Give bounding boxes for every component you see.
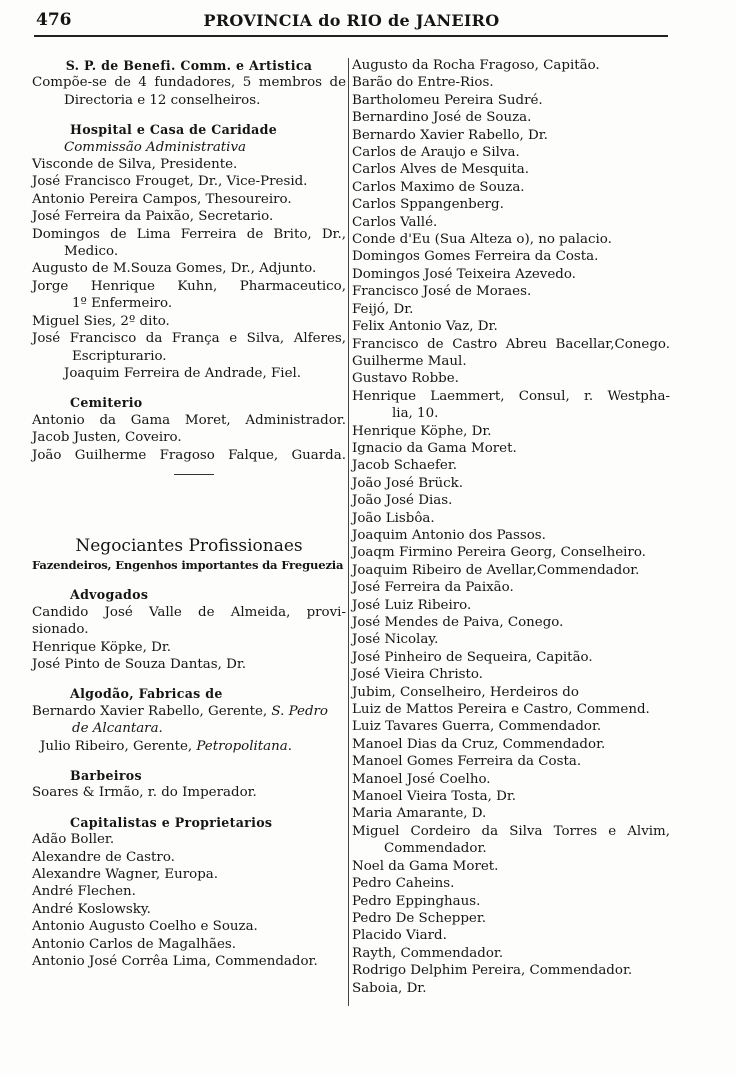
list-item: Luiz de Mattos Pereira e Castro, Commend.	[352, 702, 650, 718]
text-line: Commendador.	[384, 841, 487, 857]
right-entries	[352, 858, 670, 997]
text-line: Bernardo Xavier Rabello, Gerente, S. Pedro	[32, 703, 328, 719]
list-item: Pedro Caheins.	[352, 876, 455, 892]
section-heading-algodao: Algodão, Fabricas de	[70, 686, 223, 702]
list-item: Domingos José Teixeira Azevedo.	[352, 266, 576, 282]
column-divider	[348, 58, 349, 1006]
section-heading-capitalistas: Capitalistas e Proprietarios	[70, 814, 273, 830]
advogados-entries	[32, 604, 346, 674]
list-item: Bernardo Xavier Rabello, Dr.	[352, 127, 548, 143]
list-item: Placido Viard.	[352, 928, 447, 944]
negociantes-subtitle: Fazendeiros, Engenhos importantes da Freguezia	[32, 557, 344, 572]
hospital-entries	[32, 156, 346, 382]
list-item: Guilherme Maul.	[352, 353, 467, 369]
list-item: Alexandre de Castro.	[32, 849, 175, 865]
text-line: Directoria e 12 conselheiros.	[64, 92, 261, 108]
list-item: Joaqm Firmino Pereira Georg, Conselheiro.	[352, 545, 646, 561]
section-heading-advogados: Advogados	[70, 587, 149, 603]
right-entries	[352, 423, 670, 823]
list-item: Carlos Maximo de Souza.	[352, 179, 525, 195]
list-item: Carlos Sppangenberg.	[352, 197, 504, 213]
list-item: Joaquim Antonio dos Passos.	[352, 527, 546, 543]
text-line: Miguel Cordeiro da Silva Torres e Alvim,	[352, 823, 670, 839]
list-item: Manoel Vieira Tosta, Dr.	[352, 789, 517, 805]
list-item: Felix Antonio Vaz, Dr.	[352, 319, 498, 335]
list-item: Domingos de Lima Ferreira de Brito, Dr.,	[32, 226, 346, 242]
list-item: Antonio Carlos de Magalhães.	[32, 936, 237, 952]
page-number: 476	[36, 10, 72, 30]
section-subheading: Commissão Administrativa	[64, 139, 247, 155]
list-item: Soares & Irmão, r. do Imperador.	[32, 785, 257, 801]
list-item: Rodrigo Delphim Pereira, Commendador.	[352, 963, 633, 979]
text-line: lia, 10.	[392, 406, 439, 422]
list-item: Carlos Alves de Mesquita.	[352, 162, 530, 178]
left-column	[32, 57, 346, 970]
header-rule	[34, 35, 668, 37]
list-item: Jacob Schaefer.	[352, 458, 458, 474]
list-item: José Pinheiro de Sequeira, Capitão.	[352, 649, 593, 665]
negociantes-title: Negociantes Profissionaes	[75, 535, 303, 556]
list-item: Antonio José Corrêa Lima, Commendador.	[32, 954, 318, 970]
list-item: Pedro Eppinghaus.	[352, 893, 481, 909]
text-line: Julio Ribeiro, Gerente, Petropolitana.	[40, 738, 292, 754]
list-item: André Koslowsky.	[32, 901, 151, 917]
list-item: Carlos Vallé.	[352, 214, 438, 230]
list-item: José Ferreira da Paixão, Secretario.	[32, 209, 274, 225]
list-item: José Francisco da França e Silva, Alferes,	[32, 331, 346, 347]
list-item: Alexandre Wagner, Europa.	[32, 867, 219, 883]
list-item: Medico.	[64, 244, 119, 260]
list-item: Rayth, Commendador.	[352, 945, 504, 961]
cemiterio-entries	[32, 412, 346, 464]
list-item: Visconde de Silva, Presidente.	[32, 157, 238, 173]
list-item: Bernardino José de Souza.	[352, 110, 532, 126]
list-item: João José Brück.	[352, 475, 463, 491]
barbeiros-entries	[32, 784, 346, 801]
text-line: Henrique Laemmert, Consul, r. Westpha-	[352, 388, 670, 404]
right-column	[352, 57, 670, 997]
list-item: Manoel Gomes Ferreira da Costa.	[352, 754, 582, 770]
list-item: Noel da Gama Moret.	[352, 858, 499, 874]
list-item: Saboia, Dr.	[352, 980, 427, 996]
list-item: Manoel José Coelho.	[352, 771, 491, 787]
list-item: Antonio da Gama Moret, Administrador.	[32, 412, 346, 428]
section-heading-hospital: Hospital e Casa de Caridade	[70, 122, 278, 138]
capitalistas-entries	[32, 831, 346, 970]
list-item: José Vieira Christo.	[352, 667, 483, 683]
list-item: Maria Amarante, D.	[352, 806, 487, 822]
section-heading-beneficencia: S. P. de Benefi. Comm. e Artistica	[65, 58, 313, 73]
list-item: Antonio Augusto Coelho e Souza.	[32, 919, 258, 935]
list-item: Carlos de Araujo e Silva.	[352, 145, 520, 161]
list-item: Gustavo Robbe.	[352, 371, 459, 387]
list-item: João Lisbôa.	[352, 510, 435, 526]
list-item: Luiz Tavares Guerra, Commendador.	[352, 719, 602, 735]
list-item: 1º Enfermeiro.	[72, 296, 173, 312]
running-title: PROVINCIA do RIO de JANEIRO	[203, 11, 500, 30]
list-item: José Mendes de Paiva, Conego.	[352, 615, 564, 630]
list-item: Henrique Köpke, Dr.	[32, 639, 172, 655]
text-line: de Alcantara.	[72, 721, 163, 737]
list-item: Antonio Pereira Campos, Thesoureiro.	[32, 191, 292, 207]
page-header	[36, 10, 667, 34]
list-item: Francisco José de Moraes.	[352, 284, 532, 300]
list-item: Conde d'Eu (Sua Alteza o), no palacio.	[352, 232, 612, 248]
list-item: José Ferreira da Paixão.	[352, 580, 514, 596]
list-item: José Nicolay.	[352, 632, 439, 648]
list-item: Jacob Justen, Coveiro.	[32, 430, 182, 446]
list-item: André Flechen.	[32, 884, 136, 900]
list-item: José Pinto de Souza Dantas, Dr.	[32, 656, 247, 672]
list-item: José Francisco Frouget, Dr., Vice-Presid.	[32, 174, 308, 190]
list-item: Jubim, Conselheiro, Herdeiros do	[352, 684, 579, 700]
list-item: Pedro De Schepper.	[352, 910, 487, 926]
section-heading-barbeiros: Barbeiros	[70, 768, 142, 783]
list-item: Manoel Dias da Cruz, Commendador.	[352, 736, 606, 752]
list-item: Miguel Sies, 2º dito.	[32, 313, 170, 329]
list-item: Barão do Entre-Rios.	[352, 75, 494, 91]
list-item: João Guilherme Fragoso Falque, Guarda.	[32, 447, 346, 463]
list-item: Adão Boller.	[32, 832, 115, 848]
list-item: Feijó, Dr.	[352, 301, 414, 317]
list-item: Joaquim Ferreira de Andrade, Fiel.	[64, 365, 302, 381]
right-entries	[352, 57, 670, 388]
list-item: Ignacio da Gama Moret.	[352, 440, 517, 456]
list-item: Domingos Gomes Ferreira da Costa.	[352, 249, 599, 265]
list-item: Augusto de M.Souza Gomes, Dr., Adjunto.	[32, 261, 317, 277]
list-item: Escripturario.	[72, 348, 167, 364]
list-item: Henrique Köphe, Dr.	[352, 423, 492, 439]
list-item: Joaquim Ribeiro de Avellar,Commendador.	[352, 562, 640, 578]
list-item: Francisco de Castro Abreu Bacellar,Conego.	[352, 336, 670, 352]
list-item: Augusto da Rocha Fragoso, Capitão.	[352, 58, 600, 73]
list-item: Candido José Valle de Almeida, provi-	[32, 604, 346, 620]
section-heading-cemiterio: Cemiterio	[70, 395, 143, 411]
list-item: Jorge Henrique Kuhn, Pharmaceutico,	[32, 278, 346, 294]
text-line: Compõe-se de 4 fundadores, 5 membros de	[32, 75, 346, 91]
list-item: Bartholomeu Pereira Sudré.	[352, 92, 543, 108]
list-item: João José Dias.	[352, 493, 453, 509]
list-item: José Luiz Ribeiro.	[352, 597, 472, 613]
list-item: sionado.	[32, 622, 89, 638]
